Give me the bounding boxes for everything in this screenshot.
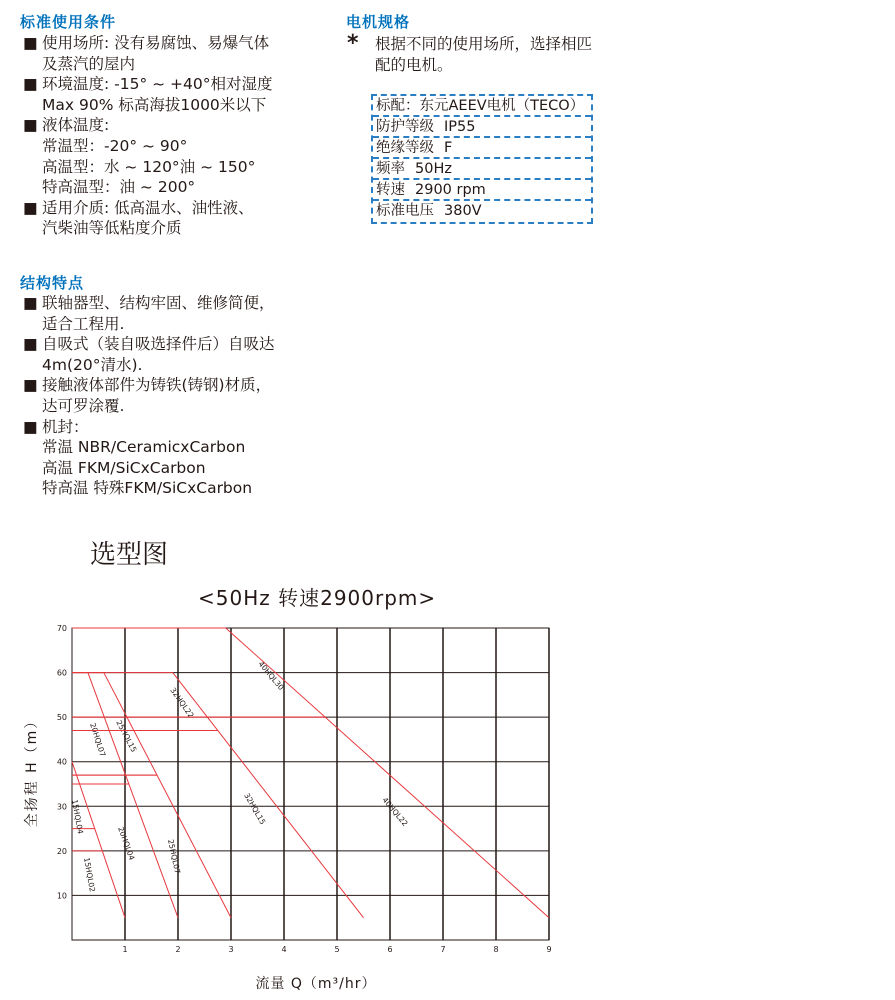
x-axis-label: 流量 Q（m³/hr） — [255, 976, 377, 992]
square-bullet-icon: ■ — [23, 34, 38, 52]
structure-item-line: 联轴器型、结构牢固、维修简便， — [42, 294, 275, 312]
series-label: 20HQL04 — [116, 825, 137, 862]
structure-item-line: 达可罗涂覆. — [42, 396, 125, 415]
spec-label: 转速 — [376, 182, 405, 198]
spec-value: 2900 rpm — [415, 182, 486, 198]
square-bullet-icon: ■ — [23, 116, 38, 135]
x-tick-label: 1 — [122, 945, 128, 954]
x-tick-label: 5 — [334, 945, 340, 954]
conditions-item-line: 适用介质: 低高温水、油性液、 — [42, 198, 254, 217]
spec-value: 380V — [444, 203, 482, 219]
square-bullet-icon: ■ — [23, 335, 38, 354]
asterisk-icon: * — [347, 31, 359, 56]
structure-item-line: 4m(20°清水). — [42, 355, 143, 374]
y-tick-label: 10 — [56, 891, 67, 901]
structure-item-line: 机封： — [42, 417, 89, 436]
structure-item-line: 高温 FKM/SiCxCarbon — [42, 458, 206, 477]
spec-label: 防护等级 — [376, 119, 434, 135]
structure-item-line: 适合工程用. — [42, 314, 125, 333]
y-axis-label: 全扬程 H（m） — [24, 712, 40, 828]
spec-label: 标配：东元AEEV电机（TECO） — [376, 98, 585, 114]
series-label: 25HQL15 — [114, 718, 139, 754]
conditions-item-line: 及蒸汽的屋内 — [42, 54, 136, 73]
spec-label: 频率 — [376, 161, 405, 177]
structure-item-line: 自吸式（装自吸选择件后）自吸达 — [42, 335, 275, 354]
y-tick-label: 70 — [56, 624, 67, 633]
motor-title: 电机规格 — [346, 13, 411, 31]
series-label: 20HQL07 — [88, 721, 108, 758]
structure-item-line: 常温 NBR/CeramicxCarbon — [42, 438, 246, 457]
chart-title: <50Hz 转速2900rpm> — [198, 586, 437, 610]
spec-label: 标准电压 — [376, 203, 434, 219]
x-tick-label: 4 — [281, 945, 287, 954]
square-bullet-icon: ■ — [23, 376, 38, 395]
y-tick-label: 30 — [56, 802, 67, 812]
x-tick-label: 8 — [493, 945, 499, 954]
square-bullet-icon: ■ — [23, 294, 38, 312]
x-tick-label: 2 — [175, 945, 181, 954]
series-line — [72, 762, 125, 918]
series-label: 32HQL15 — [242, 791, 268, 827]
spec-value: F — [444, 140, 453, 156]
series-label: 32HQL22 — [168, 685, 196, 720]
series-line — [173, 673, 364, 918]
x-tick-label: 9 — [546, 945, 552, 954]
y-tick-label: 50 — [56, 713, 67, 723]
series-label: 15HQL04 — [70, 798, 85, 835]
motor-note-text: 根据不同的使用场所，选择相匹配的电机。 — [375, 35, 593, 74]
y-tick-label: 40 — [56, 757, 67, 767]
square-bullet-icon: ■ — [23, 75, 38, 94]
spec-value: IP55 — [444, 119, 476, 135]
structure-item-line: 接触液体部件为铸铁(铸钢)材质， — [42, 376, 272, 395]
spec-label: 绝缘等级 — [376, 140, 434, 156]
square-bullet-icon: ■ — [23, 417, 38, 436]
series-label: 25HQL07 — [166, 838, 183, 875]
y-tick-label: 20 — [56, 846, 67, 856]
series-label: 15HQL02 — [82, 856, 97, 893]
structure-item-line: 特高温 特殊FKM/SiCxCarbon — [42, 479, 253, 498]
conditions-item-line: 高温型：水 ~ 120°油 ~ 150° — [42, 157, 256, 176]
series-label: 40HQL30 — [256, 659, 286, 692]
conditions-item-line: 环境温度: -15° ~ +40°相对湿度 — [42, 75, 273, 94]
series-label: 40HQL22 — [380, 795, 410, 828]
structure-title: 结构特点 — [20, 274, 85, 292]
conditions-item-line: 特高温型：油 ~ 200° — [42, 178, 196, 197]
spec-value: 50Hz — [415, 161, 452, 177]
plot-frame — [72, 628, 549, 940]
conditions-title: 标准使用条件 — [20, 13, 117, 31]
x-tick-label: 6 — [387, 945, 393, 954]
conditions-item-line: 汽柴油等低粘度介质 — [42, 219, 182, 238]
square-bullet-icon: ■ — [23, 198, 38, 217]
y-tick-label: 60 — [56, 668, 67, 678]
x-tick-label: 7 — [440, 945, 446, 954]
conditions-item-line: Max 90% 标高海拔1000米以下 — [42, 95, 267, 114]
chart-heading: 选型图 — [90, 540, 169, 570]
conditions-item-line: 常温型：-20° ~ 90° — [42, 136, 188, 155]
conditions-item-line: 液体温度: — [42, 116, 110, 135]
series-line — [104, 673, 231, 918]
x-tick-label: 3 — [228, 945, 234, 954]
conditions-item-line: 使用场所: 没有易腐蚀、易爆气体 — [42, 34, 270, 52]
series-line — [88, 673, 178, 918]
